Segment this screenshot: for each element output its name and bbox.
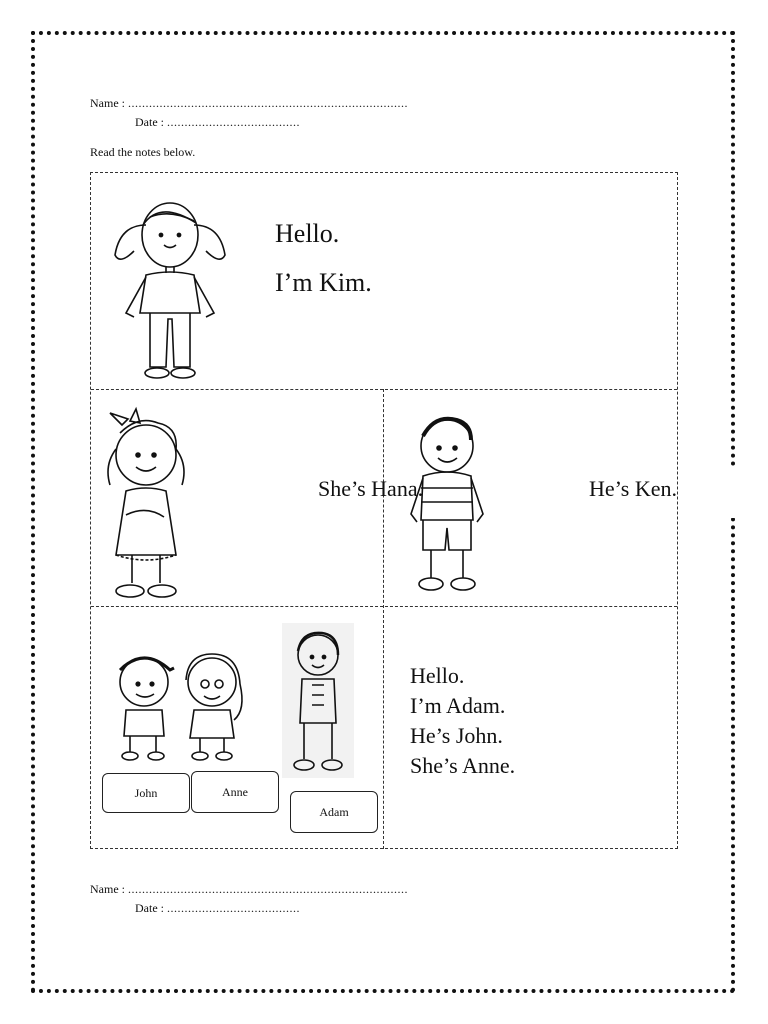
- adam-line-4: She’s Anne.: [410, 753, 516, 778]
- ken-text: He’s Ken.: [589, 476, 677, 501]
- footer-date-line: [135, 901, 300, 916]
- border-gap: [731, 466, 741, 518]
- grid-divider-vertical: [383, 389, 384, 849]
- name-dots: ................................................................................: [128, 96, 408, 110]
- date-label: Date :: [135, 115, 164, 129]
- footer-name-line: [90, 882, 408, 897]
- grid-divider-1: [91, 389, 677, 390]
- label-john: John: [102, 773, 190, 813]
- kim-line-2: I’m Kim.: [275, 268, 372, 297]
- girl-kim-illustration: [110, 195, 230, 385]
- boy-ken-illustration: [405, 410, 489, 600]
- john-and-anne-illustration: [108, 640, 253, 762]
- adam-illustration: [282, 623, 354, 778]
- footer-name-dots: ................................................................................: [128, 882, 408, 896]
- footer-date-dots: ......................................: [167, 901, 300, 915]
- label-anne: Anne: [191, 771, 279, 813]
- instruction-text: Read the notes below.: [90, 145, 196, 159]
- adam-line-3: He’s John.: [410, 723, 503, 748]
- kim-line-1: Hello.: [275, 219, 340, 248]
- girl-hana-illustration: [98, 405, 194, 605]
- adam-line-1: Hello.: [410, 663, 465, 688]
- footer-name-label: Name :: [90, 882, 125, 896]
- name-line: [90, 96, 408, 111]
- footer-date-label: Date :: [135, 901, 164, 915]
- adam-text-block: [410, 661, 515, 781]
- date-line: [135, 115, 300, 130]
- grid-divider-2: [91, 606, 677, 607]
- hana-text: She’s Hana.: [318, 476, 424, 501]
- name-label: Name :: [90, 96, 125, 110]
- label-adam: Adam: [290, 791, 378, 833]
- date-dots: ......................................: [167, 115, 300, 129]
- adam-line-2: I’m Adam.: [410, 693, 506, 718]
